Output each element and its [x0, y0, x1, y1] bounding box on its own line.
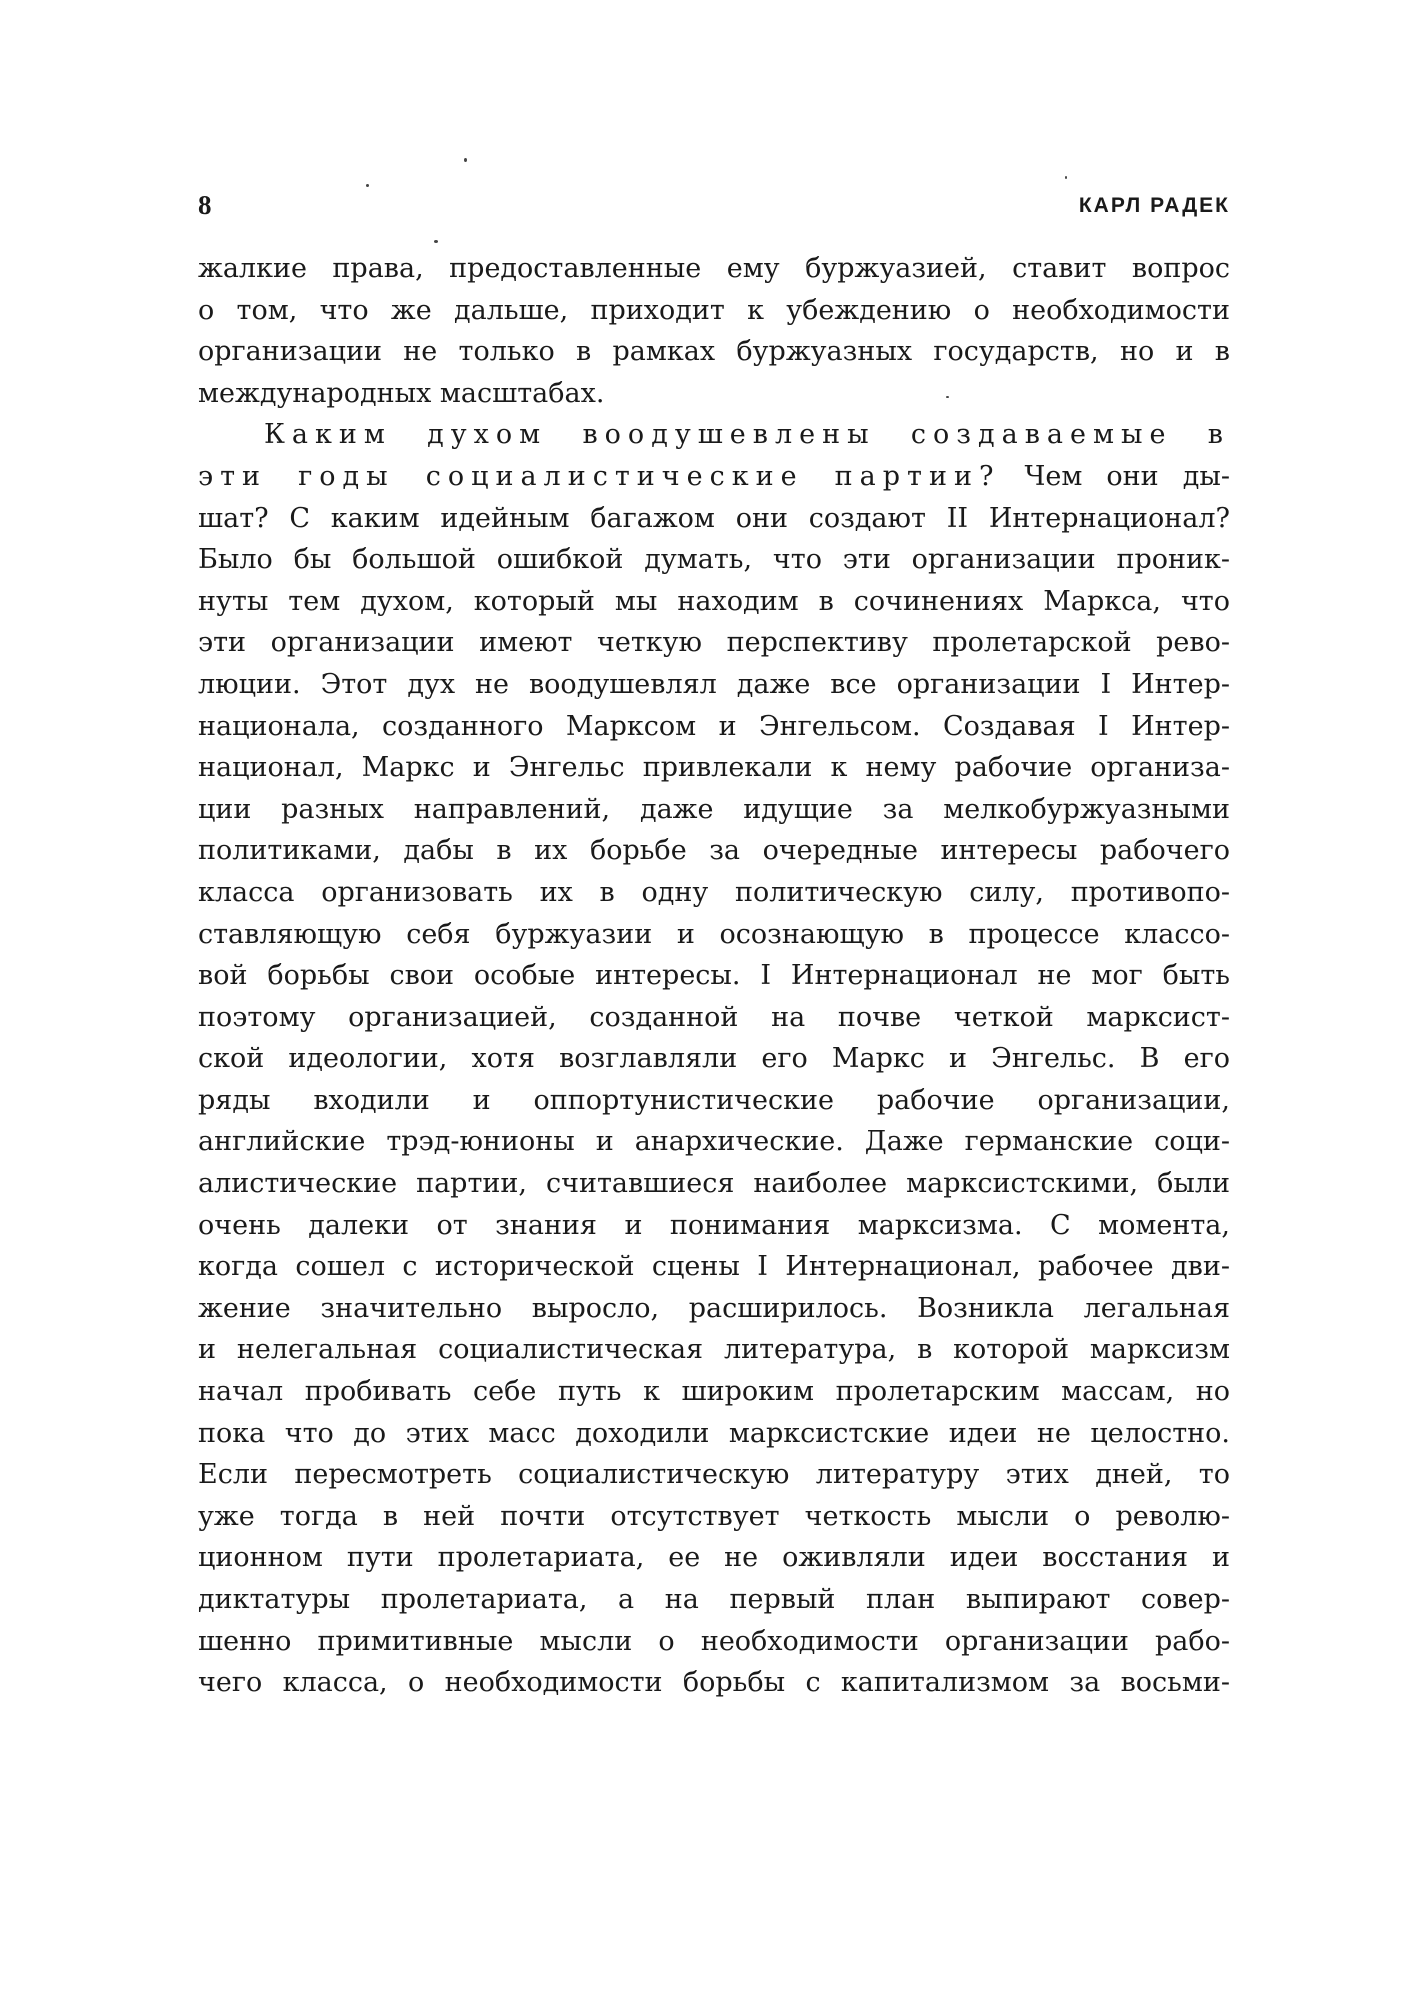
text-line — [198, 1080, 1230, 1122]
line-text: шат? С каким идейным багажом они создают II Интернационал? — [198, 502, 1230, 534]
text-line — [198, 498, 1230, 540]
line-text: Чем они ды- — [1000, 460, 1230, 492]
paragraph-1 — [198, 248, 1230, 414]
scan-speck — [946, 396, 949, 398]
line-text: жение значительно выросло, расширилось. Возникла легальная — [198, 1292, 1230, 1324]
text-line — [198, 1038, 1230, 1080]
line-text: когда сошел с исторической сцены I Интернационал, рабочее дви- — [198, 1251, 1230, 1283]
line-text: национал, Маркс и Энгельс привлекали к нему рабочие организа- — [198, 752, 1230, 784]
line-text: люции. Этот дух не воодушевлял даже все организации I Интер- — [198, 668, 1230, 700]
scan-speck — [366, 184, 369, 187]
line-text: начал пробивать себе путь к широким пролетарским массам, но — [198, 1376, 1230, 1408]
text-line: организации не только в рамках буржуазных государств, но и в — [198, 336, 1230, 368]
text-line — [198, 1121, 1230, 1163]
text-line — [198, 1371, 1230, 1413]
text-line — [198, 1205, 1230, 1247]
page-header — [198, 190, 1230, 230]
text-line — [198, 1163, 1230, 1205]
text-line — [198, 1579, 1230, 1621]
line-text: алистические партии, считавшиеся наиболее марксистскими, были — [198, 1168, 1230, 1200]
line-text: английские трэд-юнионы и анархические. Даже германские соци- — [198, 1126, 1230, 1158]
line-text: ционном пути пролетариата, ее не оживляли идеи восстания и — [198, 1542, 1230, 1574]
line-text: политиками, дабы в их борьбе за очередные интересы рабочего — [198, 835, 1230, 867]
line-text: чего класса, о необходимости борьбы с капитализмом за восьми- — [198, 1667, 1230, 1699]
line-text: ряды входили и оппортунистические рабочие организации, — [198, 1084, 1230, 1116]
text-line — [198, 706, 1230, 748]
text-line — [198, 414, 1230, 456]
text-line: жалкие права, предоставленные ему буржуазией, ставит вопрос — [198, 253, 1230, 284]
text-line — [198, 1329, 1230, 1371]
text-line — [198, 581, 1230, 623]
line-text: уже тогда в ней почти отсутствует четкость мысли о револю- — [198, 1500, 1230, 1532]
text-line — [198, 1496, 1230, 1538]
line-text: ской идеологии, хотя возглавляли его Маркс и Энгельс. В его — [198, 1043, 1230, 1075]
scan-speck — [1065, 176, 1067, 179]
text-line: международных масштабах. — [198, 377, 605, 409]
line-text: пока что до этих масс доходили марксистские идеи не целостно. — [198, 1417, 1230, 1449]
text-line — [198, 456, 1230, 498]
line-text: вой борьбы свои особые интересы. I Интернационал не мог быть — [198, 960, 1230, 992]
line-text: эти организации имеют четкую перспективу пролетарской рево- — [198, 627, 1230, 659]
text-line — [198, 1288, 1230, 1330]
line-text: и нелегальная социалистическая литература, в которой марксизм — [198, 1334, 1230, 1366]
text-line — [198, 789, 1230, 831]
text-line: о том, что же дальше, приходит к убеждению о необходимости — [198, 294, 1230, 326]
line-text: ставляющую себя буржуазии и осознающую в процессе классо- — [198, 918, 1230, 950]
paragraph-2 — [198, 414, 1230, 1703]
text-line — [198, 747, 1230, 789]
text-line — [198, 1662, 1230, 1704]
text-line — [198, 1454, 1230, 1496]
text-line — [198, 997, 1230, 1039]
text-line — [198, 622, 1230, 664]
line-text: национала, созданного Марксом и Энгельсом. Создавая I Интер- — [198, 710, 1230, 742]
line-text: очень далеки от знания и понимания марксизма. С момента, — [198, 1209, 1230, 1241]
text-line — [198, 830, 1230, 872]
text-line — [198, 1537, 1230, 1579]
line-text: поэтому организацией, созданной на почве четкой марксист- — [198, 1001, 1230, 1033]
line-text: Было бы большой ошибкой думать, что эти организации проник- — [198, 544, 1230, 576]
line-text: шенно примитивные мысли о необходимости организации рабо- — [198, 1625, 1230, 1657]
line-text: диктатуры пролетариата, а на первый план выпирают совер- — [198, 1584, 1230, 1615]
spaced-emphasis: Каким духом воодушевлены создаваемые в — [264, 419, 1230, 451]
line-text: класса организовать их в одну политическую силу, противопо- — [198, 876, 1230, 908]
body-text — [198, 248, 1230, 1704]
line-text: Если пересмотреть социалистическую литературу этих дней, то — [198, 1459, 1230, 1491]
spaced-emphasis: эти годы социалистические партии? — [198, 460, 1001, 492]
text-line — [198, 955, 1230, 997]
scan-speck — [434, 240, 438, 243]
line-text: ции разных направлений, даже идущие за мелкобуржуазными — [198, 793, 1230, 825]
page-number: 8 — [198, 190, 212, 220]
running-head: КАРЛ РАДЕК — [1078, 194, 1230, 217]
scan-speck — [464, 158, 467, 162]
text-line — [198, 1246, 1230, 1288]
text-line — [198, 1413, 1230, 1455]
text-line — [198, 1621, 1230, 1663]
line-text: нуты тем духом, который мы находим в сочинениях Маркса, что — [198, 585, 1230, 617]
text-line — [198, 664, 1230, 706]
text-line — [198, 539, 1230, 581]
text-line — [198, 872, 1230, 914]
text-line — [198, 914, 1230, 956]
